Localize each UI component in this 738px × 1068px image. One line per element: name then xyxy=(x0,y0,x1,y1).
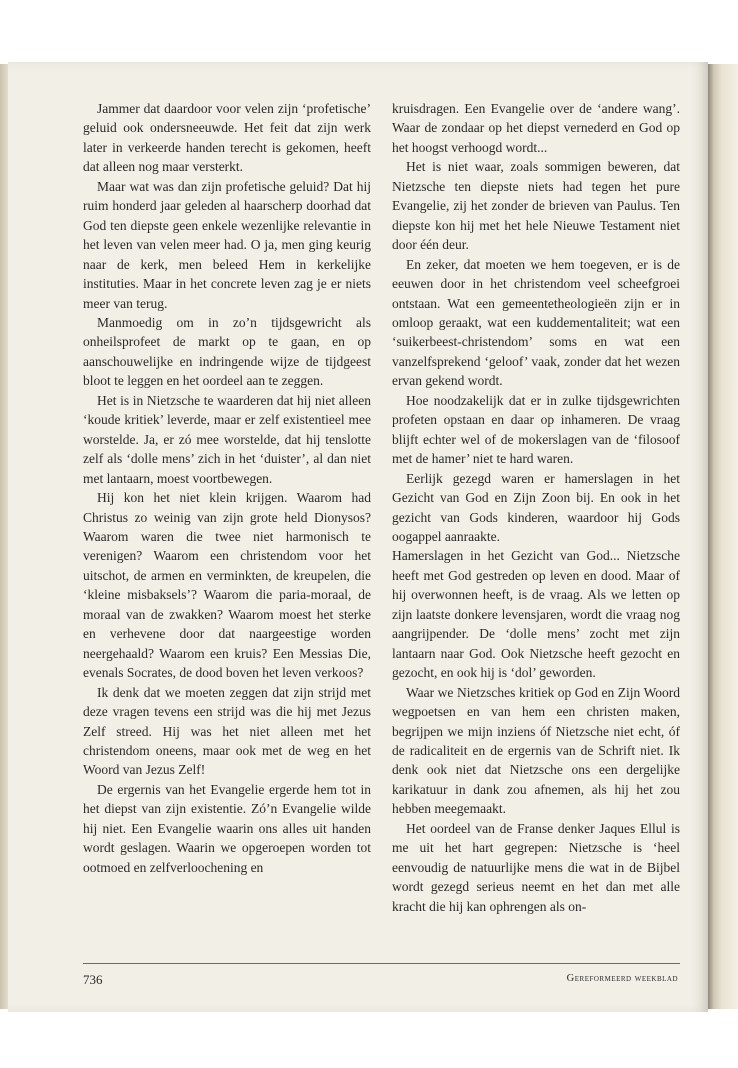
paragraph: Maar wat was dan zijn profetische geluid? Dat hij ruim honderd jaar geleden al haarscherp doorhad dat God ten diepste geen enkele wezenlijke relevantie in het leven van velen meer had. O ja, men ging keurig naar de kerk, men beleed Hem in kerkelijke instituties. Maar in het concrete leven zag je er niets meer van terug. xyxy=(83,178,371,311)
paragraph: Het is in Nietzsche te waarderen dat hij niet alleen ‘koude kritiek’ leverde, maar er zelf existentieel mee worstelde. Ja, er zó mee worstelde, dat hij tenslotte zelf als ‘dolle mens’ zich in het ‘duister’, al dan niet met lantaarn, moest voortbewegen. xyxy=(83,392,371,486)
paragraph: Jammer dat daardoor voor velen zijn ‘profetische’ geluid ook ondersneeuwde. Het feit dat zijn werk later in verkeerde handen terecht is gekomen, heeft dat alleen nog maar versterkt. xyxy=(83,101,371,175)
footer-rule xyxy=(83,963,680,964)
paragraph: Het is niet waar, zoals sommigen beweren, dat Nietzsche ten diepste niets had tegen het pure Evangelie, zij het zonder de brieven van Paulus. Ten diepste kon hij met het hele Nieuwe Testament niet door één deur. xyxy=(392,159,680,253)
page-edge-left xyxy=(0,64,8,1009)
paragraph: Ik denk dat we moeten zeggen dat zijn strijd met deze vragen tevens een strijd was die hij met Jezus Zelf streed. Hij was het niet alleen met het christendom oneens, maar ook met de weg en het Woord van Jezus Zelf! xyxy=(83,684,371,778)
paragraph: Waar we Nietzsches kritiek op God en Zijn Woord wegpoetsen en van hem een christen maken, begrijpen we mijn inziens óf Nietzsche niet echt, óf de radicaliteit en de ergernis van de Schrift niet. Ik denk ook niet dat Nietzsche ons een dergelijke karikatuur in dank zou afnemen, als hij het zou hebben meegemaakt. xyxy=(392,684,680,817)
page-edge-right xyxy=(708,64,738,1009)
left-column xyxy=(83,99,371,877)
paragraph: Hamerslagen in het Gezicht van God... Nietzsche heeft met God gestreden op leven en dood. Maar of hij overwonnen heeft, is de vraag. Als we letten op zijn laatste donkere levensjaren, wordt die vraag nog aangrijpender. De ‘dolle mens’ zocht met zijn lantaarn naar God. Ook Nietzsche heeft gezocht en gezocht, en ook hij is ‘dol’ geworden. xyxy=(392,548,680,681)
page-number: 736 xyxy=(83,972,103,987)
paragraph: kruisdragen. Een Evangelie over de ‘andere wang’. Waar de zondaar op het diepst vernederd en God op het hoogst verhoogd wordt... xyxy=(392,101,680,155)
right-column xyxy=(392,99,680,916)
paragraph: Hij kon het niet klein krijgen. Waarom had Christus zo weinig van zijn grote held Dionysos? Waarom waren die twee niet harmonisch te verenigen? Waarom een christendom voor het uitschot, de armen en verminkten, de kreupelen, die ‘kleine misbaksels’? Waarom die paria-moraal, de moraal van de zwakken? Waarom moest het sterke en verhevene door dat naargeestige worden neergehaald? Waarom een kruis? Een Messias Die, evenals Socrates, de dood boven het leven verkoos? xyxy=(83,490,371,681)
paragraph: Eerlijk gezegd waren er hamerslagen in het Gezicht van God en Zijn Zoon bij. En ook in het gezicht van Gods kinderen, waardoor hij Gods oogappel aanraakte. xyxy=(392,470,680,544)
paragraph: En zeker, dat moeten we hem toegeven, er is de eeuwen door in het christendom veel scheefgroei ontstaan. Wat een gemeentetheologieën zijn er in omloop geraakt, wat een kuddementaliteit; wat een ‘suikerbeest-christendom’ soms en wat een vanzelfsprekend ‘geloof’ vaak, zonder dat het wezen ervan gekend wordt. xyxy=(392,256,680,389)
paragraph: Het oordeel van de Franse denker Jaques Ellul is me uit het hart gegrepen: Nietzsche is ‘heel eenvoudig de natuurlijke mens die wat in de Bijbel wordt gezegd serieus neemt en het dan met alle kracht die hij kan ophrengen als on- xyxy=(392,820,680,914)
paragraph: De ergernis van het Evangelie ergerde hem tot in het diepst van zijn existentie. Zó’n Evangelie wilde hij niet. Een Evangelie waarin ons alles uit handen wordt geslagen. Waarin we opgeroepen worden tot ootmoed en zelfverloochening en xyxy=(83,781,371,875)
paragraph: Hoe noodzakelijk dat er in zulke tijdsgewrichten profeten opstaan en daar op inhameren. De vraag blijft echter wel of de mokerslagen van de ‘filosoof met de hamer’ niet te hard waren. xyxy=(392,392,680,467)
paragraph: Manmoedig om in zo’n tijdsgewricht als onheilsprofeet de markt op te gaan, en op aanschouwelijke en indringende wijze de tijdgeest bloot te leggen en het oordeel aan te zeggen. xyxy=(83,314,371,389)
magazine-name: gereformeerd weekblad xyxy=(566,973,678,984)
